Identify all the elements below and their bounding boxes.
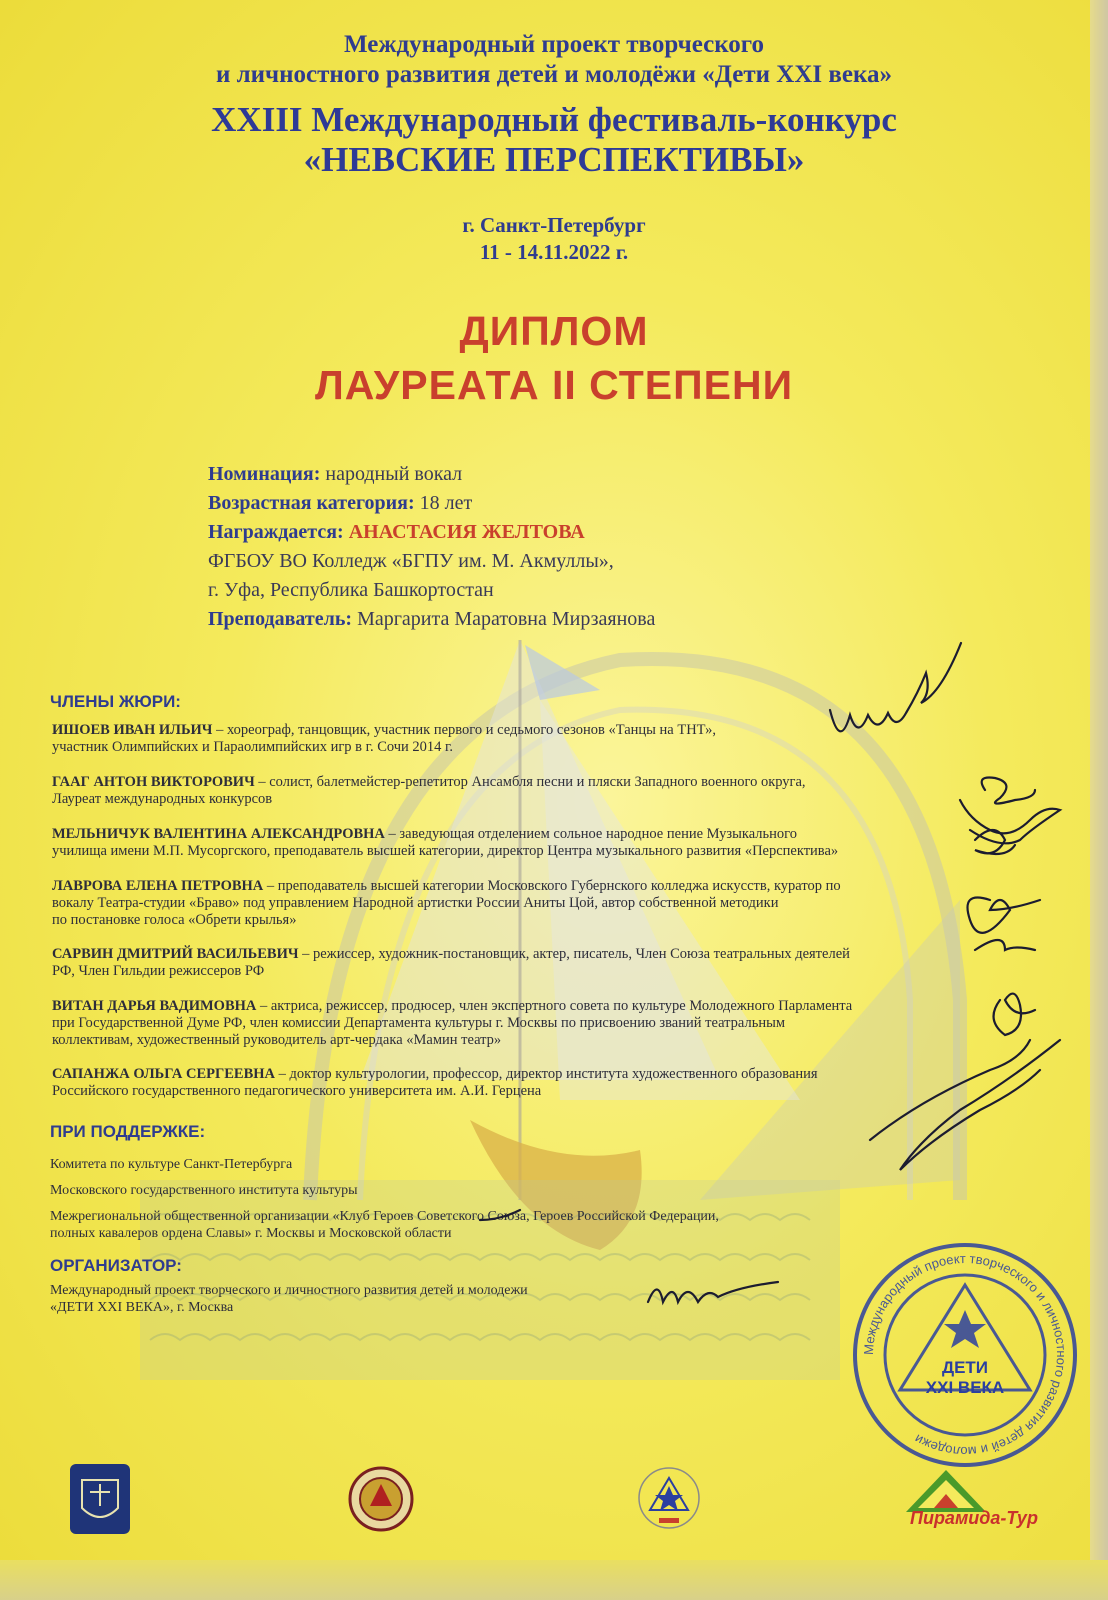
- coat-of-arms-logo: [68, 1462, 132, 1536]
- jury-member-name: ЛАВРОВА ЕЛЕНА ПЕТРОВНА: [52, 878, 264, 894]
- pyramid-tour-logo: [896, 1466, 1066, 1536]
- institution-location: г. Уфа, Республика Башкортостан: [208, 579, 494, 601]
- diploma-title: ДИПЛОМ: [459, 308, 649, 354]
- jury-member-desc: – заведующая отделением сольное народное пение Музыкального: [384, 826, 797, 842]
- jury-member-desc: Российского государственного педагогического университета им. А.И. Герцена: [52, 1083, 542, 1099]
- support-line: Комитета по культуре Санкт-Петербурга: [50, 1157, 293, 1172]
- jury-member-name: МЕЛЬНИЧУК ВАЛЕНТИНА АЛЕКСАНДРОВНА: [52, 826, 385, 842]
- awarded-label: Награждается:: [208, 521, 344, 543]
- organizer-text: Международный проект творческого и личностного развития детей и молодежи «ДЕТИ XXI ВЕКА», г. Москва: [50, 1283, 528, 1315]
- support-heading: ПРИ ПОДДЕРЖКЕ:: [50, 1122, 206, 1141]
- project-line-1: Международный проект творческого: [343, 31, 765, 58]
- jury-member-desc: вокалу Театра-студии «Браво» под управлением Народной артистки России Аниты Цой, автор собственной методики: [52, 895, 779, 911]
- teacher-label: Преподаватель:: [208, 608, 353, 630]
- jury-member-desc: – хореограф, танцовщик, участник первого и седьмого сезонов «Танцы на ТНТ»,: [212, 722, 717, 738]
- age-label: Возрастная категория:: [208, 492, 415, 514]
- institution: ФГБОУ ВО Колледж «БГПУ им. М. Акмуллы»,: [208, 550, 614, 572]
- nomination-label: Номинация:: [208, 463, 321, 485]
- festival-city: г. Санкт-Петербург: [462, 213, 646, 237]
- project-line-2: и личностного развития детей и молодёжи «Дети XXI века»: [215, 61, 893, 88]
- jury-member-desc: – преподаватель высшей категории Московского Губернского колледжа искусств, куратор по: [263, 878, 841, 894]
- teacher-value: Маргарита Маратовна Мирзаянова: [357, 608, 656, 630]
- festival-line-2: «НЕВСКИЕ ПЕРСПЕКТИВЫ»: [303, 140, 805, 179]
- jury-member-desc: при Государственной Думе РФ, член комиссии Департамента культуры г. Москвы по присвоению званий театральным: [52, 1015, 786, 1031]
- diploma-degree: ЛАУРЕАТА II СТЕПЕНИ: [314, 362, 794, 408]
- jury-member-desc: – доктор культурологии, профессор, директор института художественного образования: [275, 1066, 818, 1082]
- jury-member-desc: училища имени М.П. Мусоргского, преподаватель высшей категории, директор Центра музыкального развития «Перспектива»: [52, 843, 839, 859]
- svg-text:Международный проект творческо: [861, 1251, 1069, 1459]
- jury-member-desc: – актриса, режиссер, продюсер, член экспертного совета по культуре Молодежного Парламента: [256, 998, 853, 1014]
- jury-member-name: САПАНЖА ОЛЬГА СЕРГЕЕВНА: [52, 1066, 276, 1082]
- children-21-century-emblem: [634, 1466, 704, 1532]
- jury-heading: ЧЛЕНЫ ЖЮРИ:: [50, 692, 181, 711]
- jury-member-name: ВИТАН ДАРЬЯ ВАДИМОВНА: [52, 998, 257, 1014]
- jury-member-desc: – режиссер, художник-постановщик, актер, писатель, Член Союза театральных деятелей: [298, 946, 850, 962]
- jury-member-name: САРВИН ДМИТРИЙ ВАСИЛЬЕВИЧ: [52, 946, 299, 962]
- seal-ring-text: Международный проект творческого и личностного развития детей и молодежи: [860, 1250, 1070, 1460]
- festival-dates: 11 - 14.11.2022 г.: [479, 240, 629, 264]
- jury-member-desc: Лауреат международных конкурсов: [52, 791, 273, 807]
- support-line: Межрегиональной общественной организации «Клуб Героев Советского Союза, Героев Российской Федерации, полных кавалеров ордена Славы» г. Москвы и Московской области: [50, 1209, 719, 1241]
- awardee-name: АНАСТАСИЯ ЖЕЛТОВА: [348, 521, 585, 543]
- jury-member-desc: коллективам, художественный руководитель арт-чердака «Мамин театр»: [52, 1032, 502, 1048]
- support-line: Московского государственного института культуры: [50, 1183, 358, 1198]
- nomination-value: народный вокал: [325, 463, 463, 485]
- jury-member-name: ИШОЕВ ИВАН ИЛЬИЧ: [52, 722, 213, 738]
- pyramid-tour-text: Пирамида-Тур: [910, 1508, 1038, 1528]
- organizer-seal: [850, 1240, 1080, 1470]
- jury-member-desc: РФ, Член Гильдии режиссеров РФ: [52, 963, 265, 979]
- jury-member-name: ГААГ АНТОН ВИКТОРОВИЧ: [52, 774, 255, 790]
- organizer-heading: ОРГАНИЗАТОР:: [50, 1256, 182, 1275]
- jury-member-desc: участник Олимпийских и Параолимпийских игр в г. Сочи 2014 г.: [52, 739, 453, 755]
- jury-member-desc: – солист, балетмейстер-репетитор Ансамбля песни и пляски Западного военного округа,: [254, 774, 806, 790]
- festival-line-1: XXIII Международный фестиваль-конкурс: [211, 100, 897, 139]
- age-value: 18 лет: [419, 492, 473, 514]
- seal-line-1: ДЕТИ: [941, 1358, 989, 1377]
- seal-line-2: XXI ВЕКА: [925, 1378, 1005, 1397]
- club-of-heroes-logo: [348, 1466, 414, 1532]
- jury-member-desc: по постановке голоса «Обрети крылья»: [52, 912, 297, 928]
- star-icon: [944, 1310, 986, 1348]
